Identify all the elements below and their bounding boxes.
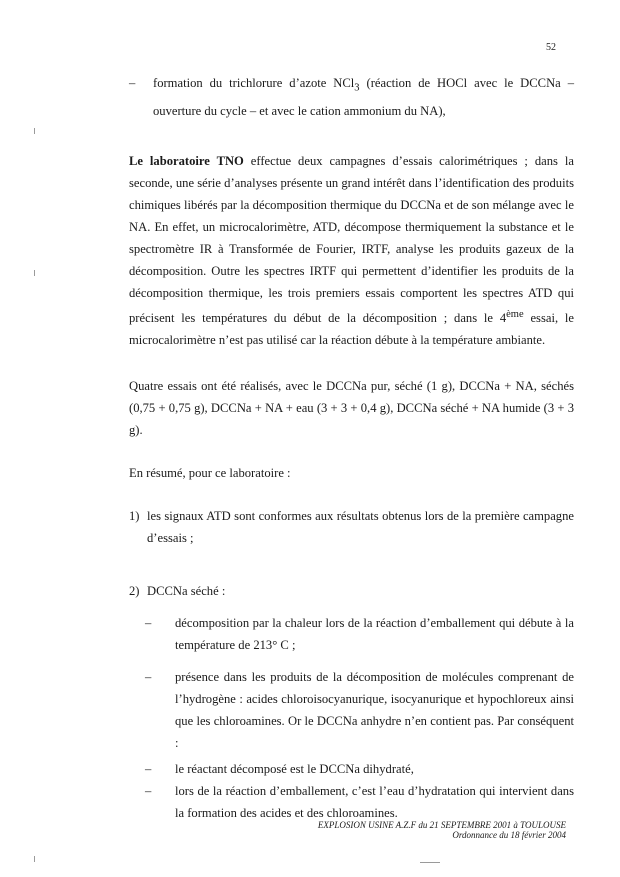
point-2-item — [145, 780, 574, 824]
footer-line-2: Ordonnance du 18 février 2004 — [452, 830, 566, 840]
item-dash: – — [145, 615, 152, 630]
intro-text-before: formation du trichlorure d’azote NCl — [153, 76, 355, 90]
item-text: décomposition par la chaleur lors de la réaction d’emballement qui débute à la température de 213° C ; — [175, 615, 574, 652]
scan-mark — [34, 270, 35, 276]
item-text: lors de la réaction d’emballement, c’est l’eau d’hydratation qui intervient dans la formation des acides et des chloroamines. — [175, 783, 574, 820]
document-body — [129, 72, 574, 824]
intro-text-after: (réaction de HOCl avec le DCCNa – ouverture du cycle – et avec le cation ammonium du NA), — [153, 76, 575, 118]
footer-line-1: EXPLOSION USINE A.Z.F du 21 SEPTEMBRE 2001 à TOULOUSE — [317, 820, 566, 830]
item-text: le réactant décomposé est le DCCNa dihydraté, — [175, 761, 414, 776]
point-2 — [129, 580, 574, 602]
intro-bullet — [129, 72, 574, 122]
point-2-title: DCCNa séché : — [147, 583, 226, 598]
quatre-essais-paragraph: Quatre essais ont été réalisés, avec le DCCNa pur, séché (1 g), DCCNa + NA, séchés (0,75 + 0,75 g), DCCNa + NA + eau (3 + 3 + 0,4 g), DCCNa séché + NA humide (3 + 3 g). — [129, 378, 574, 437]
tno-superscript: ème — [506, 308, 524, 320]
scan-mark — [34, 856, 35, 862]
item-text: présence dans les produits de la décomposition de molécules comprenant de l’hydrogène : acides chloroisocyanurique, isocyanurique et hypochloreux ainsi que les chloroamines. Or le DCCNa anhydre n’en contient pas. Par conséquent : — [175, 669, 574, 750]
point-1-text: les signaux ATD sont conformes aux résultats obtenus lors de la première campagne d’essais ; — [147, 508, 574, 545]
point-2-item — [145, 666, 574, 754]
scan-mark — [420, 862, 440, 863]
footer — [318, 820, 566, 840]
bullet-dash: – — [129, 76, 136, 90]
page-number: 52 — [546, 42, 556, 53]
point-2-item — [145, 612, 574, 656]
scan-mark — [34, 128, 35, 134]
tno-lab-name: Le laboratoire TNO — [129, 153, 244, 168]
tno-text-after: essai, le microcalorimètre n’est pas utilisé car la réaction débute à la température ambiante. — [129, 310, 574, 347]
intro-subscript: 3 — [354, 82, 360, 94]
point-1 — [129, 505, 574, 549]
point-2-item — [145, 758, 574, 780]
point-1-number: 1) — [129, 508, 140, 523]
item-dash: – — [145, 669, 152, 684]
tno-paragraph — [129, 150, 574, 351]
item-dash: – — [145, 783, 152, 798]
item-dash: – — [145, 761, 152, 776]
resume-paragraph: En résumé, pour ce laboratoire : — [129, 465, 291, 480]
point-2-number: 2) — [129, 583, 140, 598]
tno-text-before: effectue deux campagnes d’essais calorimétriques ; dans la seconde, une série d’analyses présente un grand intérêt dans l’identification des produits chimiques libérés par la décomposition thermique du DCCNa et de son mélange avec le NA. En effet, un microcalorimètre, ATD, décompose thermiquement la substance et le spectromètre IR à Transformée de Fourier, IRTF, analyse les produits gazeux de la décomposition. Outre les spectres IRTF qui permettent d’identifier les produits de la décomposition thermique, les trois premiers essais comportent les spectres ATD qui précisent les températures du début de la décomposition ; dans le 4 — [129, 153, 574, 325]
